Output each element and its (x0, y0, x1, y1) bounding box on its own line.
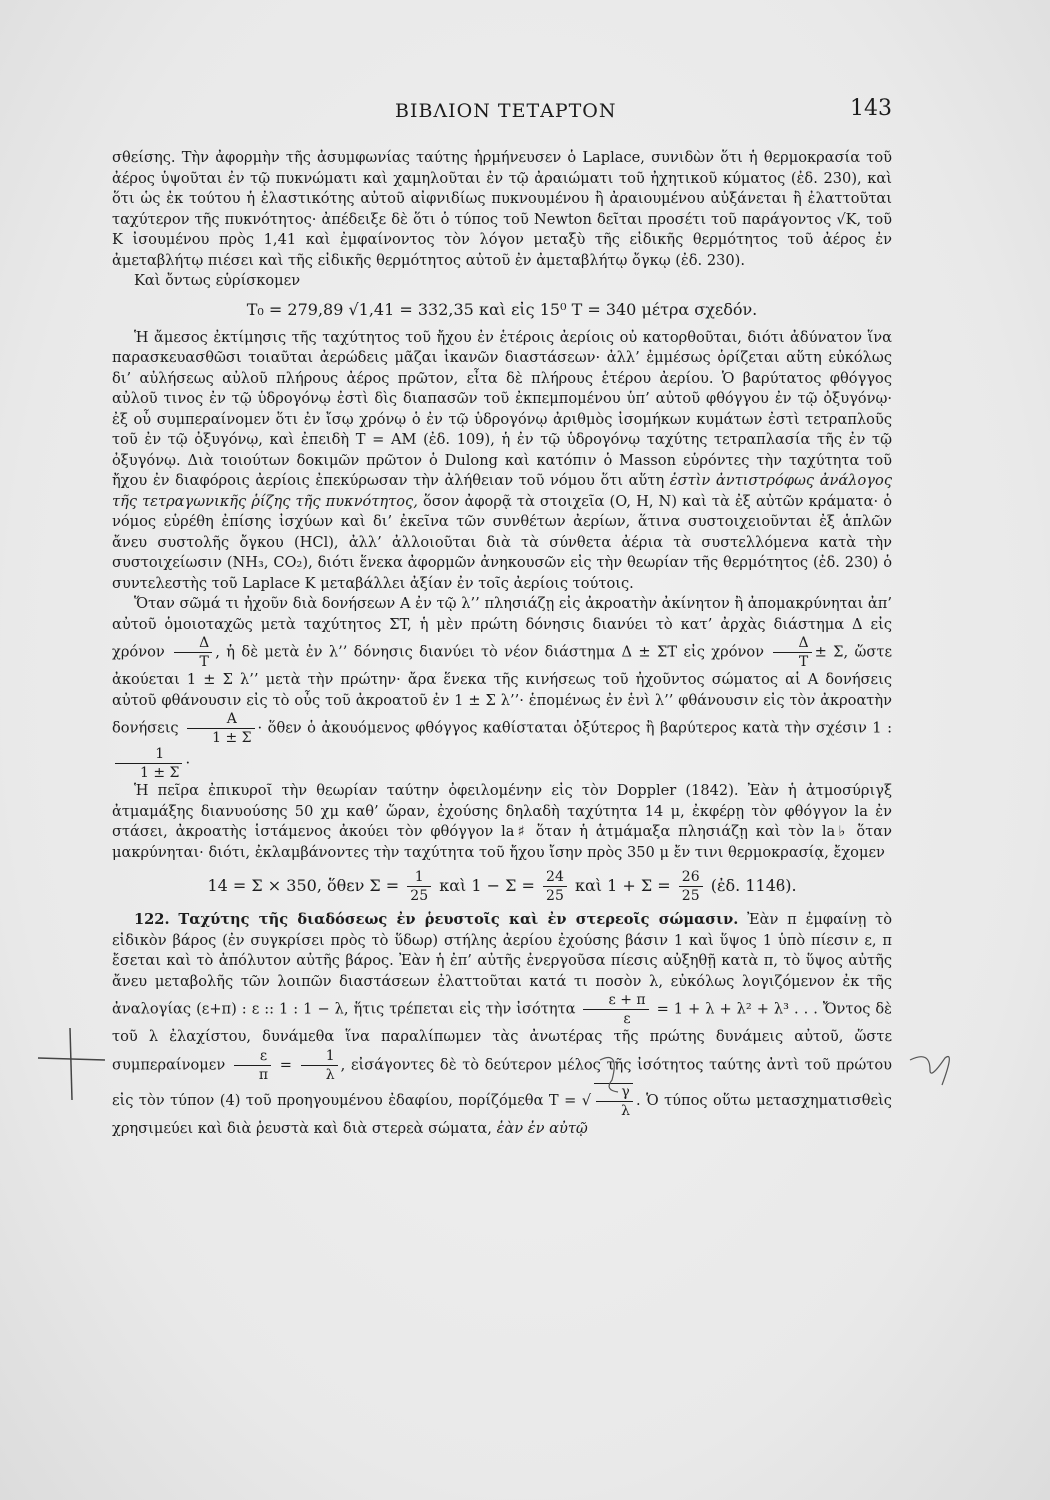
fraction-lam: $\frac{1}{\lambda}$ (301, 1048, 338, 1083)
equation-velocity: T₀ = 279,89 √1,41 = 332,35 καὶ εἰς 15⁰ T = 340 μέτρα σχεδόν. (246, 299, 758, 319)
section-title: Ταχύτης τῆς διαδόσεως ἐν ῥευστοῖς καὶ ἐν στερεοῖς σώμασιν. (178, 911, 739, 928)
paragraph-gases (112, 328, 892, 595)
page-number: 143 (850, 96, 892, 121)
section-text-e: . Ὁ τύπος οὕτω μετασχηματισθεὶς χρησιμεύει καὶ διὰ ῥευστὰ καὶ διὰ στερεὰ σώματα, (112, 1091, 892, 1137)
paragraph-gases-text: Ἡ ἄμεσος ἐκτίμησις τῆς ταχύτητος τοῦ ἤχου ἐν ἑτέροις ἀερίοις οὐ κατορθοῦται, διότι ἀδύνατον ἵνα παρασκευασθῶσι τοιαῦται ἀερώδεις μᾶζαι ἱκανῶν διαστάσεων· ἀλλ’ ἐμμέσως ὁρίζεται αὕτη εὐκόλως δι’ αὐλήσεως αὐλοῦ πλήρους ἀέρος πρῶτον, εἶτα δὲ πλήρους ἑτέρου ἀερίου. Ὁ βαρύτατος φθόγγος αὐλοῦ τινος ἐν τῷ ὑδρογόνῳ ἐστὶ δὶς διαπασῶν τοῦ ἐκπεμπομένου ὑπ’ αὐτοῦ φθόγγου ἐν τῷ ὀξυγόνῳ· ἐξ οὗ συμπεραίνομεν ὅτι ἐν ἴσῳ χρόνῳ ὁ ἐν τῷ ὑδρογόνῳ ἀριθμὸς ἰσομήκων κυμάτων ἐστὶ τετραπλοῦς τοῦ ἐν τῷ ὀξυγόνῳ, καὶ ἐπειδὴ T = AM (ἐδ. 109), ἡ ἐν τῷ ὑδρογόνῳ ταχύτης τετραπλασία τῆς ἐν τῷ ὀξυγόνῳ. Διὰ τοιούτων δοκιμῶν πρῶτον ὁ Dulong καὶ κατόπιν ὁ Masson εὑρόντες τὴν ταχύτητα τοῦ ἤχου ἐν διαφόροις ἀερίοις ἐπεκύρωσαν τὴν ἀλήθειαν τοῦ νόμου ὅτι αὕτη (112, 328, 892, 489)
section-text-b: = 1 + λ + λ² + λ³ . . . Ὄντος δὲ τοῦ λ ἐλαχίστου, δυνάμεθα ἵνα παραλίπωμεν τὰς ἀνωτέρας τῆς πρώτης δυνάμεις αὐτοῦ, ὥστε συμπεραίνομεν (112, 1000, 893, 1073)
paragraph-doppler-theory: Ὅταν σῶμά τι ἠχοῦν διὰ δονήσεων A ἐν τῷ λ’’ πλησιάζῃ εἰς ἀκροατὴν ἀκίνητον ἢ ἀπομακρύνηται ἀπ’ αὐτοῦ ὁμοιοταχῶς μετὰ ταχύτητος ΣT, ἡ μὲν πρώτη δόνησις διανύει τὸ κατ’ ἀρχὰς διάστημα Δ εἰς χρόνον $\frac{\Delta}{T}$ , ἡ δὲ μετὰ ἐν λ’’ δόνησις διανύει τὸ νέον διάστημα Δ ± ΣT εἰς χρόνον $\frac{\Delta}{T}$ ± Σ, ὥστε ἀκούεται 1 ± Σ λ’’ μετὰ τὴν πρώτην· ἄρα ἕνεκα τῆς κινήσεως τοῦ ἠχοῦντος σώματος αἱ A δονήσεις αὐτοῦ φθάνουσιν εἰς τὸ οὖς τοῦ ἀκροατοῦ ἐν 1 ± Σ λ’’· ἑπομένως ἐν ἑνὶ λ’’ φθάνουσιν εἰς τὸν ἀκροατὴν δονήσεις $\frac{A}{1 \pm \Sigma}$ · ὅθεν ὁ ἀκουόμενος φθόγγος καθίσταται ὀξύτερος ἢ βαρύτερος κατὰ τὴν σχέσιν 1 : $\frac{1}{1 \pm \Sigma}$ · (112, 595, 893, 781)
fraction-gl: $\frac{\gamma}{\lambda}$ (594, 1083, 633, 1119)
law-statement: ἐστὶν ἀντιστρόφως ἀνάλογος τῆς τετραγωνικῆς ῥίζης τῆς πυκνότητος, (112, 472, 892, 510)
paragraph-laplace: σθείσης. Τὴν ἀφορμὴν τῆς ἀσυμφωνίας ταύτης ἡρμήνευσεν ὁ Laplace, συνιδὼν ὅτι ἡ θερμοκρασία τοῦ ἀέρος ὑψοῦται ἐν τῷ πυκνώματι καὶ χαμηλοῦται ἐν τῷ ἀραιώματι τοῦ ἠχητικοῦ κύματος (ἐδ. 230), καὶ ὅτι ὡς ἐκ τούτου ἡ ἐλαστικότης αὐτοῦ αἰφνιδίως πυκνουμένου ἢ ἀραιουμένου αὐξάνεται ἢ ἐλαττοῦται ταχύτερον τῆς πυκνότητος· ἀπέδειξε δὲ ὅτι ὁ τύπος τοῦ Newton δεῖται προσέτι τοῦ παράγοντος √K, τοῦ K ἰσουμένου πρὸς 1,41 καὶ ἐμφαίνοντος τὸν λόγον μεταξὺ τῆς εἰδικῆς θερμότητος τοῦ ἀέρος ἐν ἀμεταβλήτῳ πιέσει καὶ τῆς εἰδικῆς θερμότητος αὐτοῦ ἐν ἀμεταβλήτῳ ὄγκῳ (ἐδ. 230). (112, 149, 892, 269)
section-text-a: Ἐὰν π ἐμφαίνῃ τὸ εἰδικὸν βάρος (ἐν συγκρίσει πρὸς τὸ ὕδωρ) στήλης ἀερίου ἐχούσης βάσιν 1 καὶ ὕψος 1 ὑπὸ πίεσιν ε, π ἔσεται καὶ τὸ ἀπόλυτον αὐτῆς βάρος. Ἐὰν ἡ ἐπ’ αὐτῆς ἐνεργοῦσα πίεσις αὐξηθῇ κατὰ π, τὸ ὕψος αὐτῆς ἄνευ μεταβολῆς τῶν λοιπῶν διαστάσεων ἐλαττοῦται κατά τι ποσὸν λ, εὐκόλως λογιζόμενον ἐκ τῆς ἀναλογίας (ε+π) : ε :: 1 : 1 − λ, ἥτις τρέπεται εἰς τὴν ἰσότητα (112, 911, 892, 1018)
page-header (112, 96, 892, 130)
eq-sigma-a: 14 = Σ × 350, ὅθεν Σ = (207, 876, 400, 895)
fraction-s2: $\frac{24}{25}$ (543, 869, 567, 904)
fraction-delta-t: $\frac{\Delta}{T}$ (174, 635, 212, 670)
section-eq-sign: = (279, 1056, 293, 1073)
fraction-ep: $\frac{\varepsilon + \pi}{\varepsilon}$ (583, 992, 648, 1027)
fraction-delta-t-2: $\frac{\Delta}{T}$ (773, 635, 811, 670)
fraction-one-over: $\frac{1}{1 \pm \Sigma}$ (115, 746, 182, 781)
margin-mark-horizontal (38, 1058, 105, 1060)
eq-sigma-ref: (ἐδ. 114ϐ). (710, 876, 797, 895)
equation-sigma (112, 869, 892, 904)
doppler-text-a: Ὅταν σῶμά τι ἠχοῦν διὰ δονήσεων A ἐν τῷ λ’’ πλησιάζῃ εἰς ἀκροατὴν ἀκίνητον ἢ ἀπομακρύνηται ἀπ’ αὐτοῦ ὁμοιοταχῶς μετὰ ταχύτητος ΣT, ἡ μὲν πρώτη δόνησις διανύει τὸ κατ’ ἀρχὰς διάστημα Δ εἰς χρόνον (112, 595, 892, 661)
pencil-scribble-2 (910, 1057, 949, 1085)
fraction-epi: $\frac{\varepsilon}{\pi}$ (234, 1048, 271, 1083)
section-number: 122. (134, 911, 170, 928)
section-text-d: , εἰσάγοντες δὲ τὸ δεύτερον μέλος τῆς ἰσότητος ταύτης ἀντὶ τοῦ πρώτου εἰς τὸν τύπον (4) τοῦ προηγουμένου ἐδαφίου, πορίζόμεθα T = (112, 1056, 893, 1109)
running-title: ΒΙΒΛΙΟΝ ΤΕΤΑΡΤΟΝ (395, 100, 617, 122)
doppler-text-d: ὅθεν ὁ ἀκουόμενος φθόγγος καθίσταται ὀξύτερος ἢ βαρύτερος κατὰ τὴν σχέσιν 1 : (267, 719, 892, 737)
paragraph-intro-eq: Καὶ ὄντως εὑρίσκομεν (134, 272, 301, 289)
fraction-s3: $\frac{26}{25}$ (679, 869, 703, 904)
fraction-s1: $\frac{1}{25}$ (407, 869, 431, 904)
fraction-a-over: $\frac{A}{1 \pm \Sigma}$ (187, 711, 254, 746)
page-body (112, 148, 892, 1139)
eq-sigma-c: καὶ 1 + Σ = (574, 876, 671, 895)
doppler-text-c: ± Σ, ὥστε ἀκούεται 1 ± Σ λ’’ μετὰ τὴν πρώτην· ἄρα ἕνεκα τῆς κινήσεως τοῦ ἠχοῦντος σώματος αἱ A δονήσεις αὐτοῦ φθάνουσιν εἰς τὸ οὖς τοῦ ἀκροατοῦ ἐν 1 ± Σ λ’’· ἑπομένως ἐν ἑνὶ λ’’ φθάνουσιν εἰς τὸν ἀκροατὴν δονήσεις (112, 643, 893, 737)
doppler-text-b: , ἡ δὲ μετὰ ἐν λ’’ δόνησις διανύει τὸ νέον διάστημα Δ ± ΣT εἰς χρόνον (215, 643, 765, 661)
paragraph-gases-end: ὅσον ἀφορᾷ τὰ στοιχεῖα (O, H, N) καὶ τὰ ἐξ αὐτῶν κράματα· ὁ νόμος εὑρέθη ἐπίσης ἰσχύων καὶ δι’ ἐκεῖνα τῶν συνθέτων ἀερίων, ἅτινα συστοιχειοῦνται ἐξ ἁπλῶν ἄνευ συστολῆς ὄγκου (HCl), ἀλλ’ ἀλλοιοῦται διὰ τὰ σύνθετα ἀέρια τὰ συστελλόμενα κατὰ τὴν συστοιχείωσιν (NH₃, CO₂), διότι ἕνεκα ἀφορμῶν ἀνηκουσῶν εἰς τὴν θεωρίαν τῆς θερμότητος (ἐδ. 230) ὁ συντελεστὴς τοῦ Laplace K μεταβάλλει ἀξίαν ἐν τοῖς ἀερίοις τούτοις. (112, 492, 892, 592)
margin-mark-vertical (70, 1028, 72, 1100)
eq-sigma-b: καὶ 1 − Σ = (439, 876, 535, 895)
section-text-f: ἐὰν ἐν αὐτῷ (496, 1119, 588, 1137)
paragraph-doppler-experiment: Ἡ πεῖρα ἐπικυροῖ τὴν θεωρίαν ταύτην ὀφειλομένην εἰς τὸν Doppler (1842). Ἐὰν ἡ ἀτμοσύριγξ ἀτμαμάξης διανυούσης 50 χμ καθ’ ὥραν, ἐχούσης δηλαδὴ ταχύτητα 14 μ, ἐκφέρῃ τὸν φθόγγον la ἐν στάσει, ἀκροατὴς ἱστάμενος ἀκούει τὸν φθόγγον la♯ ὅταν ἡ ἁτμάμαξα πλησιάζῃ καὶ τὸν la♭ ὅταν μακρύνηται· διότι, ἐκλαμβάνοντες τὴν ταχύτητα τοῦ ἤχου ἴσην πρὸς 350 μ ἔν τινι θερμοκρασίᾳ, ἔχομεν (112, 782, 892, 861)
section-122: 122. Ταχύτης τῆς διαδόσεως ἐν ῥευστοῖς καὶ ἐν στερεοῖς σώμασιν. Ἐὰν π ἐμφαίνῃ τὸ εἰδικὸν βάρος (ἐν συγκρίσει πρὸς τὸ ὕδωρ) στήλης ἀερίου ἐχούσης βάσιν 1 καὶ ὕψος 1 ὑπὸ πίεσιν ε, π ἔσεται καὶ τὸ ἀπόλυτον αὐτῆς βάρος. Ἐὰν ἡ ἐπ’ αὐτῆς ἐνεργοῦσα πίεσις αὐξηθῇ κατὰ π, τὸ ὕψος αὐτῆς ἄνευ μεταβολῆς τῶν λοιπῶν διαστάσεων ἐλαττοῦται κατά τι ποσὸν λ, εὐκόλως λογιζόμενον ἐκ τῆς ἀναλογίας (ε+π) : ε :: 1 : 1 − λ, ἥτις τρέπεται εἰς τὴν ἰσότητα $\frac{\varepsilon + \pi}{\varepsilon}$ = 1 + λ + λ² + λ³ . . . Ὄντος δὲ τοῦ λ ἐλαχίστου, δυνάμεθα ἵνα παραλίπωμεν τὰς ἀνωτέρας τῆς πρώτης δυνάμεις αὐτοῦ, ὥστε συμπεραίνομεν $\frac{\varepsilon}{\pi}$ = $\frac{1}{\lambda}$ , εἰσάγοντες δὲ τὸ δεύτερον μέλος τῆς ἰσότητος ταύτης ἀντὶ τοῦ πρώτου εἰς τὸν τύπον (4) τοῦ προηγουμένου ἐδαφίου, πορίζόμεθα T = √ $\frac{\gamma}{\lambda}$ . Ὁ τύπος οὕτω μετασχηματισθεὶς χρησιμεύει καὶ διὰ ῥευστὰ καὶ διὰ στερεὰ σώματα, ἐὰν ἐν αὐτῷ (112, 911, 893, 1137)
